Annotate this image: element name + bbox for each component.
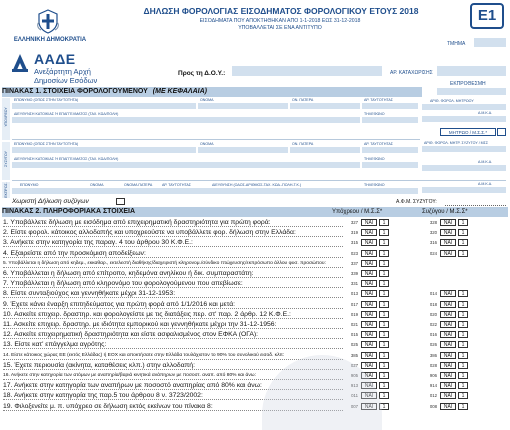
item-mss-spouse[interactable]: 1 [458,341,468,348]
item-text: 13. Είστε κατ' επάγγελμα αγρότης: [3,341,107,348]
item-yes-spouse[interactable]: ΝΑΙ [440,250,456,257]
item-yes-spouse[interactable]: ΝΑΙ [440,372,456,379]
label-spouse-name: ΟΝΟΜΑ [200,142,214,146]
item-yes-taxpayer[interactable]: ΝΑΙ [361,392,377,399]
item-text: 9. Έχετε κάνει έναρξη επιτηδεύματος για πρώτη φορά από 1/1/2016 και μετά: [3,301,236,308]
item-yes-spouse[interactable]: ΝΑΙ [440,362,456,369]
item-row [0,392,510,401]
item-yes-taxpayer[interactable]: ΝΑΙ [361,362,377,369]
item-yes-taxpayer[interactable]: ΝΑΙ [361,290,377,297]
authority-line-2: Δημοσίων Εσόδων [34,76,98,85]
item-text: 18. Ανήκετε στην κατηγορία της παρ.5 του άρθρου 8 ν. 3723/2002: [3,392,203,399]
item-dotted-leader [3,226,343,227]
item-yes-spouse[interactable]: ΝΑΙ [440,321,456,328]
item-text: 4. Εξαιρείστε από την προσκόμιση αποδείξεων: [3,250,146,257]
item-dotted-leader [3,318,343,319]
subtitle-period: ΕΙΣΟΔΗΜΑΤΑ ΠΟΥ ΑΠΟΚΤΗΘΗΚΑΝ ΑΠΟ 1-1-2018 ΕΩΣ 31-12-2018 [199,18,361,24]
item-text: 3. Ανήκετε στην κατηγορία της παραγ. 4 του άρθρου 30 Κ.Φ.Ε.: [3,239,193,246]
item-code-spouse: 014 [429,291,437,296]
item-mss-taxpayer[interactable]: 1 [379,280,389,287]
item-row [0,331,510,340]
taxpayer-phone-field[interactable] [362,117,418,123]
registry-mss-value[interactable] [497,128,506,136]
spouse-surname-field[interactable] [12,147,196,153]
item-code-spouse: 320 [429,230,437,235]
item-row [0,229,510,238]
item-code-spouse: 012 [429,393,437,398]
item-dotted-leader [3,277,343,278]
separate-declaration-checkbox[interactable] [116,198,125,205]
label-amka-2: Α.Μ.Κ.Α. [478,160,493,164]
afm-spouse-field[interactable] [445,199,506,206]
label-rep-name: ΟΝΟΜΑ [90,183,104,187]
authority-line-1: Ανεξάρτητη Αρχή [34,67,91,76]
item-text: 12. Ασκείτε επιχειρηματική δραστηριότητα και είστε ασφαλισμένος στον ΕΦΚΑ (ΟΓΑ): [3,331,259,338]
divider-spouse-rep [12,180,506,181]
afm-spouse-label: Α.Φ.Μ. ΣΥΖΥΓΟΥ: [396,199,437,205]
aade-logo-text: ΑΑΔΕ [34,51,76,67]
item-mss-taxpayer[interactable]: 1 [379,392,389,399]
item-row [0,219,510,228]
item-yes-taxpayer[interactable]: ΝΑΙ [361,260,377,267]
item-text: 19. Φιλοξενείτε μ. π. υπόχρεο σε δήλωση εκτός εκείνων του πίνακα 8: [3,403,213,410]
to-doy-label: Προς τη Δ.Ο.Υ.: [178,70,226,77]
label-afm-spouse: ΑΡΙΘ. ΦΟΡΟΛ. ΜΗΤΡ. ΣΥΖΥΓΟΥ / ΜΣΣ [424,141,489,145]
item-dotted-leader [3,257,343,258]
item-yes-spouse[interactable]: ΝΑΙ [440,352,456,359]
item-mss-taxpayer[interactable]: 1 [379,321,389,328]
item-yes-spouse[interactable]: ΝΑΙ [440,301,456,308]
item-mss-taxpayer[interactable]: 1 [379,229,389,236]
section2-title: ΠΙΝΑΚΑΣ 2. ΠΛΗΡΟΦΟΡΙΑΚΑ ΣΤΟΙΧΕΙΑ [2,208,136,215]
item-mss-spouse[interactable]: 1 [458,321,468,328]
spouse-father-field[interactable] [290,147,360,153]
label-afm-forea: ΑΡΙΘ. ΦΟΡΟΛ. ΜΗΤΡΩΟΥ [430,99,474,103]
item-yes-spouse[interactable]: ΝΑΙ [440,229,456,236]
item-row [0,382,510,391]
item-yes-taxpayer[interactable]: ΝΑΙ [361,372,377,379]
late-filing-label: ΕΚΠΡΟΘΕΣΜΗ [450,81,486,87]
item-mss-taxpayer[interactable]: 1 [379,270,389,277]
label-rep-surname: ΕΠΩΝΥΜΟ [20,183,39,187]
item-yes-spouse[interactable]: ΝΑΙ [440,331,456,338]
item-dotted-leader [3,297,343,298]
item-code-taxpayer: 015 [350,332,358,337]
item-mss-taxpayer[interactable]: 1 [379,341,389,348]
item-code-spouse: 328 [429,220,437,225]
spouse-phone-field[interactable] [362,162,418,168]
item-text: 17. Ανήκετε στην κατηγορία των αναπήρων με ποσοστό αναπηρίας από 80% και άνω: [3,382,262,389]
item-row [0,311,510,320]
item-code-taxpayer: 905 [350,373,358,378]
item-mss-taxpayer[interactable]: 1 [379,301,389,308]
item-mss-taxpayer[interactable]: 1 [379,403,389,410]
section1-title-italic: (ΜΕ ΚΕΦΑΛΑΙΑ) [152,88,207,95]
rep-amka-field[interactable] [422,187,506,193]
item-yes-taxpayer[interactable]: ΝΑΙ [361,250,377,257]
item-yes-spouse[interactable]: ΝΑΙ [440,219,456,226]
spouse-afm-field[interactable] [422,146,506,152]
item-dotted-leader [3,359,343,360]
taxpayer-name-field[interactable] [198,103,288,109]
item-text: 15. Έχετε περιουσία (ακίνητα, καταθέσεις κλπ.) στην αλλοδαπή: [3,362,195,369]
label-amka-3: Α.Μ.Κ.Α. [478,182,493,186]
item-mss-taxpayer[interactable]: 1 [379,382,389,389]
item-mss-spouse[interactable]: 1 [458,392,468,399]
divider-taxpayer-spouse [12,139,420,140]
item-mss-spouse[interactable]: 1 [458,301,468,308]
taxpayer-surname-field[interactable] [12,103,196,109]
taxpayer-father-field[interactable] [290,103,360,109]
item-yes-taxpayer[interactable]: ΝΑΙ [361,301,377,308]
item-mss-spouse[interactable]: 1 [458,229,468,236]
item-code-spouse: 024 [429,251,437,256]
item-code-taxpayer: 337 [350,261,358,266]
item-dotted-leader [3,287,343,288]
label-surname: ΕΠΩΝΥΜΟ (ΟΠΩΣ ΣΤΗΝ ΤΑΥΤΟΤΗΤΑ) [14,98,79,102]
item-mss-taxpayer[interactable]: 1 [379,372,389,379]
item-mss-spouse[interactable]: 1 [458,403,468,410]
item-yes-spouse[interactable]: ΝΑΙ [440,392,456,399]
spouse-address-field[interactable] [12,162,360,168]
label-rep-father: ΟΝΟΜΑ ΠΑΤΕΡΑ [124,183,153,187]
item-row [0,372,510,381]
item-yes-taxpayer[interactable]: ΝΑΙ [361,321,377,328]
item-code-taxpayer: 315 [350,240,358,245]
item-mss-taxpayer[interactable]: 1 [379,260,389,267]
item-row [0,250,510,259]
item-dotted-leader [3,246,343,247]
item-row [0,352,510,361]
item-yes-taxpayer[interactable]: ΝΑΙ [361,352,377,359]
item-code-spouse: 386 [429,353,437,358]
item-mss-taxpayer[interactable]: 1 [379,290,389,297]
label-spouse-surname: ΕΠΩΝΥΜΟ (ΟΠΩΣ ΣΤΗΝ ΤΑΥΤΟΤΗΤΑ) [14,142,79,146]
item-mss-spouse[interactable]: 1 [458,250,468,257]
item-code-taxpayer: 339 [350,271,358,276]
item-code-taxpayer: 011 [351,393,358,398]
item-text: 6. Υποβάλλεται η δήλωση από επίτροπο, κηδεμόνα ανηλίκου ή δικ. συμπαραστάτη: [3,270,254,277]
item-mss-taxpayer[interactable]: 1 [379,331,389,338]
item-code-spouse: 316 [429,240,437,245]
item-yes-taxpayer[interactable]: ΝΑΙ [361,239,377,246]
taxpayer-address-field[interactable] [12,117,360,123]
item-mss-spouse[interactable]: 1 [458,382,468,389]
item-dotted-leader [3,348,343,349]
item-yes-taxpayer[interactable]: ΝΑΙ [361,382,377,389]
item-mss-spouse[interactable]: 1 [458,311,468,318]
item-row [0,270,510,279]
tmima-label: ΤΜΗΜΑ [447,41,466,47]
item-code-taxpayer: 013 [350,291,358,296]
label-address: ΔΙΕΥΘΥΝΣΗ ΚΑΤΟΙΚΙΑΣ Ή ΕΠΑΓΓΕΛΜΑΤΟΣ (ΤΑΧ. ΚΩΔ/ΠΟΛΗ) [14,112,119,116]
item-row [0,321,510,330]
item-code-spouse: 026 [429,342,437,347]
item-code-spouse: 028 [429,363,437,368]
item-yes-taxpayer[interactable]: ΝΑΙ [361,229,377,236]
label-father: ΟΝ. ΠΑΤΕΡΑ [292,98,314,102]
side-label-taxpayer-text: ΥΠΟΧΡΕΟΥ [4,107,8,127]
item-mss-taxpayer[interactable]: 1 [379,362,389,369]
item-text: 14. Είστε κάτοικος χώρας ΕΕ (εκτός Ελλάδας) ή ΕΟΧ και αποκτήσατε στην Ελλάδα τουλάχιστον το 90% του συνολικού εισοδ. κλπ: [3,353,285,358]
section1-header [2,87,422,97]
item-code-taxpayer: 017 [350,302,358,307]
item-row [0,290,510,299]
item-row [0,260,510,269]
item-yes-taxpayer[interactable]: ΝΑΙ [361,403,377,410]
item-mss-taxpayer[interactable]: 1 [379,352,389,359]
label-rep-id: ΑΡ. ΤΑΥΤΟΤΗΤΑΣ [162,183,191,187]
item-yes-spouse[interactable]: ΝΑΙ [440,239,456,246]
item-row [0,280,510,289]
side-label-spouse-text: ΣΥΖΥΓΟΥ [4,151,8,167]
greek-emblem-icon [35,8,61,34]
label-amka-1: Α.Μ.Κ.Α. [478,111,493,115]
label-spouse-phone: ΤΗΛΕΦΩΝΟ [364,157,385,161]
col-spouse-header: Συζύγου / Μ.Σ.Σ* [422,209,468,215]
label-id: ΑΡ. ΤΑΥΤΟΤΗΤΑΣ [364,98,393,102]
item-yes-taxpayer[interactable]: ΝΑΙ [361,219,377,226]
taxpayer-afm-field[interactable] [422,104,506,110]
item-code-taxpayer: 021 [350,322,358,327]
separate-declaration-label: Χωριστή Δήλωση συζύγων [12,198,89,205]
item-code-spouse: 008 [429,404,437,409]
item-mss-spouse[interactable]: 1 [458,362,468,369]
item-code-taxpayer: 331 [350,281,358,286]
item-mss-spouse[interactable]: 1 [458,219,468,226]
item-text: 1. Υποβάλλετε δήλωση με εισόδημα από επιχειρηματική δραστηριότητα για πρώτη φορά: [3,219,271,226]
subtitle-copies: ΥΠΟΒΑΛΛΕΤΑΙ ΣΕ ΕΝΑ ΑΝΤΙΤΥΠΟ [238,25,322,31]
item-mss-taxpayer[interactable]: 1 [379,219,389,226]
registry-mss-label: ΜΗΤΡΩΟ / Μ.Σ.Σ.* [448,130,488,135]
section2-header [2,207,508,217]
label-name: ΟΝΟΜΑ [200,98,214,102]
item-code-spouse: 914 [429,383,437,388]
item-text: 11. Ασκείτε επιχειρ. δραστηρ. με ιδιότητα εμπορικού και γεννηθήκατε μέχρι την 31-12-1956: [3,321,277,328]
item-yes-spouse[interactable]: ΝΑΙ [440,311,456,318]
item-mss-spouse[interactable]: 1 [458,372,468,379]
item-yes-taxpayer[interactable]: ΝΑΙ [361,280,377,287]
item-dotted-leader [3,267,343,268]
side-label-representative-text: ΕΚΠΡΟΣ. [4,182,8,198]
taxpayer-amka-field[interactable] [422,116,506,122]
item-row [0,239,510,248]
tmima-field[interactable] [474,38,506,47]
item-yes-taxpayer[interactable]: ΝΑΙ [361,341,377,348]
item-yes-taxpayer[interactable]: ΝΑΙ [361,311,377,318]
item-mss-spouse[interactable]: 1 [458,331,468,338]
item-row [0,403,510,412]
page-title: ΔΗΛΩΣΗ ΦΟΡΟΛΟΓΙΑΣ ΕΙΣΟΔΗΜΑΤΟΣ ΦΟΡΟΛΟΓΙΚΟΥ ΕΤΟΥΣ 2018 [143,6,419,16]
item-code-taxpayer: 027 [350,363,358,368]
side-label-representative [2,182,10,198]
item-dotted-leader [3,236,343,237]
label-spouse-id: ΑΡ. ΤΑΥΤΟΤΗΤΑΣ [364,142,393,146]
item-row [0,341,510,350]
item-code-taxpayer: 023 [350,251,358,256]
item-yes-taxpayer[interactable]: ΝΑΙ [361,270,377,277]
item-yes-spouse[interactable]: ΝΑΙ [440,382,456,389]
item-mss-spouse[interactable]: 1 [458,352,468,359]
aade-logo-icon [10,52,30,74]
item-mss-taxpayer[interactable]: 1 [379,311,389,318]
spouse-amka-field[interactable] [422,165,506,171]
label-rep-address: ΔΙΕΥΘΥΝΣΗ (ΟΔΟΣ-ΑΡΙΘΜΟΣ-ΤΑΧ. ΚΩΔ.-ΠΟΛΗ-Τ.Κ.) [212,183,302,187]
label-rep-phone: ΤΗΛΕΦΩΝΟ [364,183,385,187]
item-code-taxpayer: 319 [350,230,358,235]
item-text: 8. Είστε συνταξιούχος και γεννηθήκατε μέχρι 31-12-1953: [3,290,176,297]
item-dotted-leader [3,338,343,339]
item-yes-spouse[interactable]: ΝΑΙ [440,290,456,297]
col-taxpayer-header: Υπόχρεου / Μ.Σ.Σ* [332,209,383,215]
form-code-badge [470,3,504,29]
late-filing-field[interactable] [437,88,506,95]
item-row [0,362,510,371]
registration-label: ΑΡ. ΚΑΤΑΧΩΡΙΣΗΣ [390,70,433,76]
item-dotted-leader [3,308,343,309]
doy-field[interactable] [232,66,382,76]
item-text: 10. Ασκείτε επιχειρ. δραστηρ. και φορολογείστε με τις διατάξεις περ. στ' παρ. 2 άρθρ. 12 Κ.Φ.Ε.: [3,311,291,318]
item-row [0,301,510,310]
item-code-spouse: 022 [429,322,437,327]
item-mss-taxpayer[interactable]: 1 [379,250,389,257]
registry-mss-box[interactable] [440,128,496,136]
item-code-spouse: 906 [429,373,437,378]
republic-label: ΕΛΛΗΝΙΚΗ ΔΗΜΟΚΡΑΤΙΑ [13,37,87,43]
item-dotted-leader [3,328,343,329]
item-mss-taxpayer[interactable]: 1 [379,239,389,246]
label-spouse-father: ΟΝ. ΠΑΤΕΡΑ [292,142,314,146]
item-yes-spouse[interactable]: ΝΑΙ [440,403,456,410]
item-code-taxpayer: 327 [350,220,358,225]
label-spouse-address: ΔΙΕΥΘΥΝΣΗ ΚΑΤΟΙΚΙΑΣ Ή ΕΠΑΓΓΕΛΜΑΤΟΣ (ΤΑΧ. ΚΩΔ/ΠΟΛΗ) [14,157,119,161]
item-text: 5. Υποβάλλεται η δήλωση από κηδεμ., εκκαθαρ., εκτελεστή διαθήκης/διαχειριστή κληρονομ./σύνδικο πτώχευσης/εκπρόσωπο άλλου φυσ. προσώπου: [3,261,326,266]
item-code-taxpayer: 007 [350,404,358,409]
section1-title: ΠΙΝΑΚΑΣ 1. ΣΤΟΙΧΕΙΑ ΦΟΡΟΛΟΓΟΥΜΕΝΟΥ [2,88,148,95]
item-mss-spouse[interactable]: 1 [458,290,468,297]
registration-field[interactable] [437,66,506,76]
form-code: E1 [477,7,497,24]
item-mss-spouse[interactable]: 1 [458,239,468,246]
taxpayer-id-field[interactable] [362,103,418,109]
rep-details-field[interactable] [12,188,418,194]
label-phone: ΤΗΛΕΦΩΝΟ [364,112,385,116]
item-code-taxpayer: 385 [350,353,358,358]
item-text: 16. Ανήκετε στην κατηγορία των ατόμων με αναπηρία/βαριά κινητικά ανάπηρων με ποσοστ. αναπ. από 80% και άνω: [3,373,256,378]
side-label-taxpayer [2,98,10,140]
item-code-taxpayer: 913 [350,383,358,388]
item-code-spouse: 018 [429,302,437,307]
item-code-taxpayer: 019 [350,312,358,317]
spouse-name-field[interactable] [198,147,288,153]
item-code-spouse: 020 [429,312,437,317]
item-yes-spouse[interactable]: ΝΑΙ [440,341,456,348]
spouse-id-field[interactable] [362,147,418,153]
item-text: 2. Είστε φορολ. κάτοικος αλλοδαπής και υποχρεούστε να υποβάλλετε φορ. δήλωση στην Ελλάδα: [3,229,296,236]
item-code-spouse: 016 [429,332,437,337]
item-yes-taxpayer[interactable]: ΝΑΙ [361,331,377,338]
item-code-taxpayer: 025 [350,342,358,347]
item-text: 7. Υποβάλλεται η δήλωση από κληρονόμο του φορολογούμενου που απεβίωσε: [3,280,243,287]
